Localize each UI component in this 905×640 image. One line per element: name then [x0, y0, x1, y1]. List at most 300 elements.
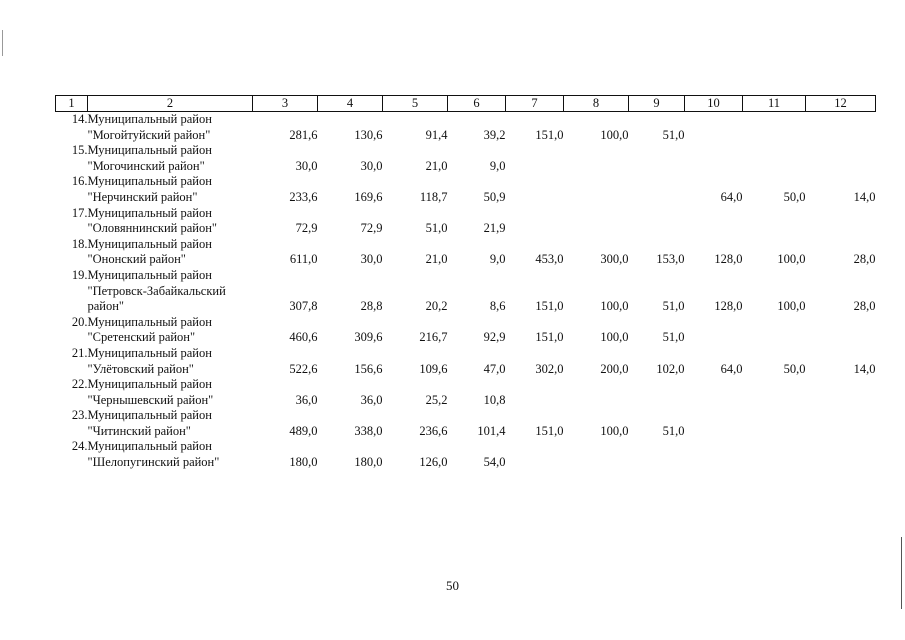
table-row — [56, 408, 876, 424]
district-name-line: "Могойтуйский район" — [87, 127, 211, 142]
value-cell — [564, 377, 629, 393]
value-cell: 118,7 — [419, 189, 448, 204]
data-table — [55, 95, 876, 471]
value-cell: 236,6 — [419, 423, 448, 438]
district-name-line: "Могочинский район" — [87, 158, 205, 173]
district-name-line: "Сретенский район" — [87, 330, 196, 345]
value-cell — [318, 284, 383, 300]
value-cell — [629, 284, 685, 300]
value-cell — [383, 377, 448, 393]
value-cell — [743, 174, 806, 190]
value-cell — [685, 330, 743, 346]
value-cell — [318, 112, 383, 128]
value-cell — [253, 284, 318, 300]
value-cell: 9,0 — [489, 252, 506, 267]
row-number: 15. — [71, 143, 88, 158]
value-cell — [564, 346, 629, 362]
value-cell — [629, 237, 685, 253]
value-cell — [743, 439, 806, 455]
value-cell — [564, 268, 629, 284]
value-cell — [629, 377, 685, 393]
district-name-line: "Чернышевский район" — [87, 392, 214, 407]
value-cell — [318, 174, 383, 190]
value-cell — [318, 315, 383, 331]
value-cell: 309,6 — [354, 330, 383, 345]
value-cell — [685, 128, 743, 144]
row-number: 22. — [71, 377, 88, 392]
value-cell: 21,9 — [483, 221, 506, 236]
table-row — [56, 284, 876, 300]
value-cell — [383, 237, 448, 253]
value-cell — [253, 112, 318, 128]
value-cell — [253, 174, 318, 190]
value-cell — [506, 237, 564, 253]
value-cell — [629, 455, 685, 471]
district-name-line: Муниципальный район — [87, 174, 212, 189]
column-header: 12 — [806, 96, 876, 112]
value-cell: 200,0 — [600, 361, 629, 376]
value-cell — [806, 393, 876, 409]
value-cell — [743, 143, 806, 159]
value-cell — [685, 439, 743, 455]
value-cell: 21,0 — [425, 252, 448, 267]
scan-edge-mark — [901, 537, 902, 609]
column-header: 8 — [564, 96, 629, 112]
value-cell — [629, 143, 685, 159]
value-cell — [318, 206, 383, 222]
value-cell — [806, 206, 876, 222]
value-cell — [318, 268, 383, 284]
value-cell — [506, 315, 564, 331]
value-cell — [806, 315, 876, 331]
row-number-empty — [56, 221, 88, 237]
value-cell — [564, 439, 629, 455]
value-cell — [506, 439, 564, 455]
value-cell — [318, 143, 383, 159]
row-number-empty — [56, 393, 88, 409]
column-header: 11 — [743, 96, 806, 112]
value-cell: 28,0 — [853, 252, 876, 267]
district-name-line: Муниципальный район — [87, 439, 212, 454]
value-cell: 151,0 — [535, 423, 564, 438]
row-number: 17. — [71, 205, 88, 220]
column-header: 3 — [253, 96, 318, 112]
value-cell — [806, 112, 876, 128]
value-cell: 180,0 — [289, 455, 318, 470]
value-cell: 51,0 — [662, 423, 685, 438]
value-cell: 51,0 — [662, 299, 685, 314]
value-cell — [383, 143, 448, 159]
value-cell — [448, 112, 506, 128]
table-row — [56, 190, 876, 206]
value-cell — [806, 268, 876, 284]
value-cell — [448, 408, 506, 424]
district-name-line: Муниципальный район — [87, 408, 212, 423]
value-cell — [806, 237, 876, 253]
table-row — [56, 221, 876, 237]
row-number-empty — [56, 330, 88, 346]
value-cell — [743, 237, 806, 253]
district-name-line: Муниципальный район — [87, 377, 212, 392]
value-cell: 281,6 — [289, 127, 318, 142]
value-cell — [253, 377, 318, 393]
value-cell — [564, 190, 629, 206]
row-number-empty — [56, 252, 88, 268]
value-cell: 30,0 — [360, 252, 383, 267]
table-row — [56, 362, 876, 378]
value-cell — [743, 268, 806, 284]
value-cell — [383, 408, 448, 424]
value-cell: 100,0 — [777, 299, 806, 314]
value-cell: 21,0 — [425, 158, 448, 173]
value-cell — [743, 455, 806, 471]
value-cell — [253, 408, 318, 424]
row-number: 19. — [71, 267, 88, 282]
value-cell — [383, 174, 448, 190]
value-cell — [448, 143, 506, 159]
value-cell: 126,0 — [419, 455, 448, 470]
value-cell: 151,0 — [535, 330, 564, 345]
value-cell: 102,0 — [656, 361, 685, 376]
value-cell — [685, 268, 743, 284]
value-cell: 50,0 — [783, 189, 806, 204]
column-header: 9 — [629, 96, 685, 112]
value-cell: 300,0 — [600, 252, 629, 267]
value-cell — [564, 393, 629, 409]
value-cell — [564, 221, 629, 237]
value-cell — [564, 143, 629, 159]
value-cell: 153,0 — [656, 252, 685, 267]
value-cell — [685, 112, 743, 128]
value-cell: 91,4 — [425, 127, 448, 142]
value-cell — [743, 330, 806, 346]
value-cell: 25,2 — [425, 392, 448, 407]
value-cell — [685, 206, 743, 222]
row-number-empty — [56, 424, 88, 440]
row-number-empty — [56, 455, 88, 471]
value-cell — [743, 315, 806, 331]
value-cell: 233,6 — [289, 189, 318, 204]
value-cell — [318, 408, 383, 424]
value-cell — [564, 159, 629, 175]
value-cell: 36,0 — [360, 392, 383, 407]
value-cell — [506, 377, 564, 393]
value-cell: 302,0 — [535, 361, 564, 376]
table-row — [56, 128, 876, 144]
value-cell — [506, 284, 564, 300]
value-cell — [448, 174, 506, 190]
value-cell — [564, 315, 629, 331]
value-cell: 101,4 — [477, 423, 506, 438]
district-name-line: Муниципальный район — [87, 345, 212, 360]
value-cell — [253, 315, 318, 331]
value-cell — [685, 393, 743, 409]
value-cell: 151,0 — [535, 299, 564, 314]
value-cell: 489,0 — [289, 423, 318, 438]
value-cell — [685, 221, 743, 237]
value-cell — [629, 174, 685, 190]
value-cell — [318, 377, 383, 393]
value-cell: 20,2 — [425, 299, 448, 314]
value-cell — [685, 174, 743, 190]
value-cell — [806, 439, 876, 455]
value-cell: 128,0 — [714, 299, 743, 314]
value-cell — [564, 112, 629, 128]
value-cell: 51,0 — [662, 127, 685, 142]
value-cell — [564, 284, 629, 300]
value-cell — [253, 439, 318, 455]
value-cell — [806, 284, 876, 300]
value-cell: 128,0 — [714, 252, 743, 267]
value-cell — [506, 221, 564, 237]
value-cell — [685, 408, 743, 424]
row-number: 24. — [71, 439, 88, 454]
column-header: 4 — [318, 96, 383, 112]
value-cell — [743, 377, 806, 393]
column-header: 5 — [383, 96, 448, 112]
value-cell — [448, 206, 506, 222]
value-cell — [685, 143, 743, 159]
column-header: 2 — [88, 96, 253, 112]
value-cell — [685, 315, 743, 331]
value-cell — [743, 159, 806, 175]
district-name-line: "Ононский район" — [87, 252, 186, 267]
column-header: 6 — [448, 96, 506, 112]
value-cell — [506, 190, 564, 206]
value-cell — [506, 408, 564, 424]
value-cell: 36,0 — [295, 392, 318, 407]
value-cell — [564, 237, 629, 253]
value-cell — [806, 143, 876, 159]
table-row — [56, 439, 876, 455]
table-row — [56, 346, 876, 362]
value-cell — [806, 221, 876, 237]
page-number: 50 — [446, 578, 459, 593]
table-row — [56, 174, 876, 190]
value-cell — [629, 112, 685, 128]
value-cell — [806, 377, 876, 393]
row-number-empty — [56, 362, 88, 378]
table-row — [56, 206, 876, 222]
value-cell: 460,6 — [289, 330, 318, 345]
value-cell — [806, 408, 876, 424]
value-cell — [506, 174, 564, 190]
value-cell: 51,0 — [425, 221, 448, 236]
column-header: 10 — [685, 96, 743, 112]
table-row — [56, 159, 876, 175]
value-cell — [253, 143, 318, 159]
value-cell — [383, 315, 448, 331]
value-cell — [448, 439, 506, 455]
row-number: 18. — [71, 236, 88, 251]
value-cell — [806, 128, 876, 144]
table-row — [56, 393, 876, 409]
value-cell — [743, 112, 806, 128]
district-name-line: Муниципальный район — [87, 205, 212, 220]
value-cell — [743, 424, 806, 440]
value-cell — [629, 221, 685, 237]
value-cell — [506, 112, 564, 128]
value-cell — [806, 424, 876, 440]
value-cell — [629, 159, 685, 175]
value-cell: 180,0 — [354, 455, 383, 470]
value-cell — [743, 346, 806, 362]
value-cell — [743, 393, 806, 409]
value-cell — [806, 455, 876, 471]
value-cell — [629, 206, 685, 222]
value-cell — [685, 377, 743, 393]
table-row — [56, 377, 876, 393]
value-cell: 216,7 — [419, 330, 448, 345]
value-cell — [685, 159, 743, 175]
value-cell — [506, 268, 564, 284]
value-cell — [506, 206, 564, 222]
table-row — [56, 252, 876, 268]
value-cell: 39,2 — [483, 127, 506, 142]
value-cell — [448, 346, 506, 362]
table-row — [56, 237, 876, 253]
table-header-row — [56, 96, 876, 112]
scan-edge-mark — [2, 30, 3, 56]
table-row — [56, 112, 876, 128]
value-cell: 14,0 — [853, 189, 876, 204]
district-name-line: "Читинский район" — [87, 423, 191, 438]
value-cell: 47,0 — [483, 361, 506, 376]
value-cell: 51,0 — [662, 330, 685, 345]
district-name-line: Муниципальный район — [87, 267, 212, 282]
value-cell: 50,9 — [483, 189, 506, 204]
value-cell: 338,0 — [354, 423, 383, 438]
value-cell: 28,8 — [360, 299, 383, 314]
value-cell: 30,0 — [360, 158, 383, 173]
row-number: 21. — [71, 345, 88, 360]
row-number: 23. — [71, 408, 88, 423]
value-cell: 522,6 — [289, 361, 318, 376]
value-cell — [629, 393, 685, 409]
value-cell — [564, 174, 629, 190]
value-cell: 28,0 — [853, 299, 876, 314]
value-cell: 10,8 — [483, 392, 506, 407]
value-cell: 169,6 — [354, 189, 383, 204]
value-cell — [629, 346, 685, 362]
value-cell: 64,0 — [720, 189, 743, 204]
value-cell: 50,0 — [783, 361, 806, 376]
district-name-line: Муниципальный район — [87, 143, 212, 158]
table-body — [56, 112, 876, 471]
district-name-line: "Петровск-Забайкальский — [87, 283, 226, 298]
table-row — [56, 330, 876, 346]
value-cell — [448, 377, 506, 393]
value-cell: 8,6 — [489, 299, 506, 314]
value-cell: 307,8 — [289, 299, 318, 314]
table-row — [56, 315, 876, 331]
value-cell: 72,9 — [360, 221, 383, 236]
value-cell — [383, 206, 448, 222]
value-cell — [685, 455, 743, 471]
value-cell — [448, 315, 506, 331]
value-cell — [506, 159, 564, 175]
row-number-empty — [56, 128, 88, 144]
district-name-line: "Нерчинский район" — [87, 189, 198, 204]
value-cell — [685, 237, 743, 253]
value-cell — [253, 206, 318, 222]
value-cell — [685, 346, 743, 362]
value-cell: 100,0 — [600, 423, 629, 438]
value-cell — [253, 346, 318, 362]
value-cell — [253, 237, 318, 253]
value-cell — [564, 408, 629, 424]
district-name-line: "Оловяннинский район" — [87, 221, 218, 236]
value-cell — [743, 206, 806, 222]
table-row — [56, 455, 876, 471]
value-cell — [506, 455, 564, 471]
district-name-line: Муниципальный район — [87, 236, 212, 251]
district-name-line: "Шелопугинский район" — [87, 455, 220, 470]
row-number-empty — [56, 299, 88, 315]
row-number-empty — [56, 190, 88, 206]
value-cell — [318, 346, 383, 362]
value-cell — [506, 143, 564, 159]
district-name-line: Муниципальный район — [87, 112, 212, 126]
value-cell: 100,0 — [600, 127, 629, 142]
value-cell — [564, 455, 629, 471]
value-cell — [629, 408, 685, 424]
value-cell: 64,0 — [720, 361, 743, 376]
value-cell — [629, 439, 685, 455]
value-cell: 100,0 — [777, 252, 806, 267]
value-cell: 109,6 — [419, 361, 448, 376]
district-name-line: Муниципальный район — [87, 314, 212, 329]
table-row — [56, 143, 876, 159]
value-cell: 72,9 — [295, 221, 318, 236]
value-cell — [806, 330, 876, 346]
district-name-line: район" — [87, 299, 125, 314]
row-number: 14. — [71, 112, 88, 126]
value-cell: 14,0 — [853, 361, 876, 376]
value-cell — [318, 439, 383, 455]
value-cell: 100,0 — [600, 330, 629, 345]
value-cell — [383, 346, 448, 362]
value-cell — [448, 268, 506, 284]
value-cell — [629, 315, 685, 331]
value-cell: 100,0 — [600, 299, 629, 314]
value-cell — [743, 128, 806, 144]
value-cell — [806, 159, 876, 175]
value-cell: 156,6 — [354, 361, 383, 376]
table-row — [56, 299, 876, 315]
value-cell: 30,0 — [295, 158, 318, 173]
value-cell — [253, 268, 318, 284]
value-cell — [685, 284, 743, 300]
value-cell: 151,0 — [535, 127, 564, 142]
table-row — [56, 268, 876, 284]
value-cell — [806, 174, 876, 190]
value-cell — [685, 424, 743, 440]
value-cell: 92,9 — [483, 330, 506, 345]
value-cell: 130,6 — [354, 127, 383, 142]
value-cell: 611,0 — [289, 252, 318, 267]
value-cell — [383, 112, 448, 128]
row-number: 20. — [71, 314, 88, 329]
value-cell — [506, 393, 564, 409]
column-header: 1 — [56, 96, 88, 112]
value-cell: 453,0 — [535, 252, 564, 267]
value-cell — [448, 284, 506, 300]
row-number-empty — [56, 159, 88, 175]
value-cell — [318, 237, 383, 253]
table-row — [56, 424, 876, 440]
value-cell — [806, 346, 876, 362]
